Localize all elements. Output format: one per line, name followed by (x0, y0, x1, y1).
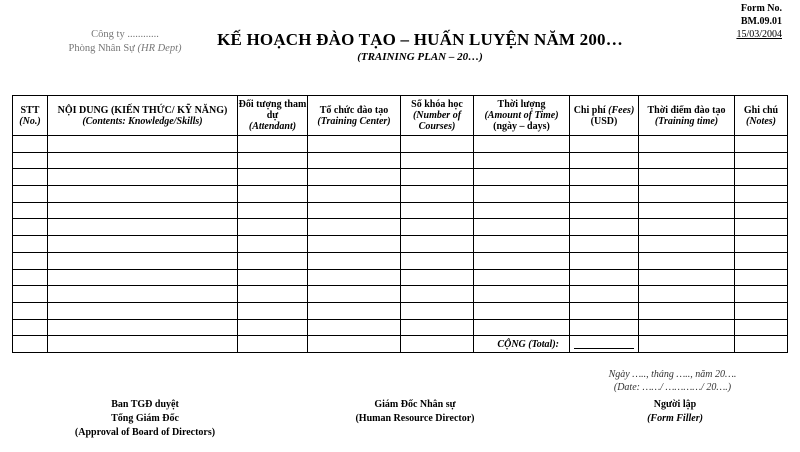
table-cell[interactable] (570, 136, 639, 153)
table-cell[interactable] (735, 269, 788, 286)
date-line-vi: Ngày ….., tháng ….., năm 20…. (608, 369, 737, 380)
table-cell[interactable] (238, 286, 308, 303)
table-row (13, 286, 788, 303)
table-cell[interactable] (474, 319, 570, 336)
table-cell[interactable] (474, 186, 570, 203)
table-cell[interactable] (735, 319, 788, 336)
table-cell[interactable] (308, 286, 401, 303)
table-cell[interactable] (13, 169, 48, 186)
table-cell[interactable] (238, 136, 308, 153)
signature-role-en: (Human Resource Director) (355, 413, 475, 424)
col-header-training-center: Tổ chức đào tạo (Training Center) (308, 96, 401, 136)
total-fees-line (574, 339, 634, 349)
table-cell[interactable] (401, 202, 474, 219)
signature-hr-director (320, 398, 510, 426)
table-cell[interactable] (570, 302, 639, 319)
table-cell[interactable] (639, 169, 735, 186)
total-cell (238, 336, 308, 353)
table-cell[interactable] (474, 136, 570, 153)
table-cell[interactable] (570, 202, 639, 219)
table-cell[interactable] (735, 202, 788, 219)
table-cell[interactable] (474, 302, 570, 319)
total-cell (308, 336, 401, 353)
table-cell[interactable] (735, 169, 788, 186)
table-cell[interactable] (308, 236, 401, 253)
table-cell[interactable] (48, 202, 238, 219)
page-title: KẾ HOẠCH ĐÀO TẠO – HUẤN LUYỆN NĂM 200… (217, 30, 623, 49)
department-name-en: (HR Dept) (137, 43, 182, 54)
table-cell[interactable] (48, 219, 238, 236)
signature-role: Tổng Giám Đốc (111, 413, 179, 424)
table-cell[interactable] (474, 236, 570, 253)
col-header-fees: Chi phí (Fees) (USD) (570, 96, 639, 136)
table-cell[interactable] (639, 186, 735, 203)
table-cell[interactable] (48, 152, 238, 169)
table-cell[interactable] (238, 202, 308, 219)
table-cell[interactable] (308, 319, 401, 336)
table-cell[interactable] (639, 236, 735, 253)
table-cell[interactable] (570, 286, 639, 303)
table-cell[interactable] (639, 219, 735, 236)
table-cell[interactable] (48, 302, 238, 319)
page-subtitle: (TRAINING PLAN – 20…) (357, 51, 483, 63)
signature-title: Người lập (653, 399, 697, 410)
col-header-notes: Ghi chú (Notes) (735, 96, 788, 136)
table-cell[interactable] (639, 302, 735, 319)
table-row (13, 219, 788, 236)
table-cell[interactable] (735, 236, 788, 253)
signature-form-filler (590, 398, 760, 426)
table-row (13, 136, 788, 153)
table-cell[interactable] (639, 269, 735, 286)
table-cell[interactable] (639, 286, 735, 303)
table-cell[interactable] (48, 252, 238, 269)
table-cell[interactable] (13, 319, 48, 336)
table-cell[interactable] (735, 286, 788, 303)
table-cell[interactable] (735, 152, 788, 169)
table-cell[interactable] (238, 269, 308, 286)
table-row (13, 269, 788, 286)
table-cell[interactable] (401, 169, 474, 186)
table-cell[interactable] (48, 186, 238, 203)
table-cell[interactable] (474, 286, 570, 303)
total-cell (13, 336, 48, 353)
table-cell[interactable] (13, 219, 48, 236)
table-cell[interactable] (401, 269, 474, 286)
signature-board-approval (40, 398, 250, 440)
table-cell[interactable] (13, 236, 48, 253)
table-cell[interactable] (48, 269, 238, 286)
table-cell[interactable] (401, 219, 474, 236)
col-header-time: Thời lượng (Amount of Time) (ngày – days) (474, 96, 570, 136)
table-cell[interactable] (48, 169, 238, 186)
date-line (560, 368, 785, 394)
table-cell[interactable] (570, 319, 639, 336)
table-cell[interactable] (401, 186, 474, 203)
table-cell[interactable] (639, 252, 735, 269)
table-cell[interactable] (13, 286, 48, 303)
table-cell[interactable] (308, 169, 401, 186)
table-cell[interactable] (474, 219, 570, 236)
table-cell[interactable] (238, 252, 308, 269)
table-cell[interactable] (308, 136, 401, 153)
table-cell[interactable] (735, 252, 788, 269)
table-cell[interactable] (639, 319, 735, 336)
table-cell[interactable] (13, 302, 48, 319)
total-cell (735, 336, 788, 353)
table-cell[interactable] (735, 219, 788, 236)
col-header-attendant: Đối tượng tham dự (Attendant) (238, 96, 308, 136)
table-cell[interactable] (308, 202, 401, 219)
table-row (13, 152, 788, 169)
signature-title: Ban TGĐ duyệt (111, 399, 179, 410)
table-cell[interactable] (13, 186, 48, 203)
table-cell[interactable] (238, 319, 308, 336)
table-cell[interactable] (308, 302, 401, 319)
table-cell[interactable] (401, 152, 474, 169)
table-cell[interactable] (401, 302, 474, 319)
table-cell[interactable] (401, 236, 474, 253)
signature-title: Giám Đốc Nhân sự (374, 399, 456, 410)
table-header-row (13, 96, 788, 136)
table-cell[interactable] (13, 269, 48, 286)
table-cell[interactable] (13, 252, 48, 269)
table-row (13, 186, 788, 203)
table-cell[interactable] (401, 286, 474, 303)
table-cell[interactable] (639, 152, 735, 169)
signature-role-en: (Form Filler) (647, 413, 703, 424)
table-cell[interactable] (238, 169, 308, 186)
table-cell[interactable] (238, 186, 308, 203)
table-cell[interactable] (474, 152, 570, 169)
total-label: CỘNG (Total): (474, 336, 570, 353)
table-row (13, 236, 788, 253)
table-cell[interactable] (238, 219, 308, 236)
table-cell[interactable] (401, 319, 474, 336)
table-cell[interactable] (474, 252, 570, 269)
table-row (13, 169, 788, 186)
table-cell[interactable] (401, 252, 474, 269)
form-number-block (736, 2, 782, 41)
col-header-contents: NỘI DUNG (KIẾN THỨC/ KỸ NĂNG) (Contents: Knowledge/Skills) (48, 96, 238, 136)
table-cell[interactable] (639, 136, 735, 153)
table-cell[interactable] (48, 236, 238, 253)
table-cell[interactable] (13, 152, 48, 169)
table-cell[interactable] (570, 186, 639, 203)
total-cell (401, 336, 474, 353)
date-line-en: (Date: ……/ …………/ 20….) (613, 382, 732, 393)
table-cell[interactable] (735, 186, 788, 203)
table-cell[interactable] (48, 136, 238, 153)
table-cell[interactable] (570, 252, 639, 269)
col-header-courses: Số khóa học (Number of Courses) (401, 96, 474, 136)
table-cell[interactable] (308, 252, 401, 269)
department-name: Phòng Nhân Sự (68, 43, 135, 54)
table-row (13, 202, 788, 219)
table-cell[interactable] (570, 152, 639, 169)
table-cell[interactable] (238, 302, 308, 319)
table-cell[interactable] (570, 269, 639, 286)
table-cell[interactable] (238, 236, 308, 253)
table-cell[interactable] (735, 302, 788, 319)
col-header-training-time: Thời điểm đào tạo (Training time) (639, 96, 735, 136)
total-fees-cell[interactable] (570, 336, 639, 353)
table-cell[interactable] (13, 202, 48, 219)
total-cell (48, 336, 238, 353)
table-row (13, 319, 788, 336)
signature-role-en: (Approval of Board of Directors) (74, 427, 216, 438)
table-cell[interactable] (639, 202, 735, 219)
table-cell[interactable] (308, 269, 401, 286)
col-header-no: STT (No.) (13, 96, 48, 136)
table-cell[interactable] (13, 136, 48, 153)
form-number-label: Form No. (740, 3, 782, 14)
table-cell[interactable] (474, 202, 570, 219)
total-row (13, 336, 788, 353)
table-cell[interactable] (48, 319, 238, 336)
table-row (13, 252, 788, 269)
form-date: 15/03/2004 (736, 29, 782, 40)
table-cell[interactable] (308, 152, 401, 169)
table-cell[interactable] (48, 286, 238, 303)
table-cell[interactable] (570, 219, 639, 236)
table-cell[interactable] (308, 186, 401, 203)
table-cell[interactable] (474, 269, 570, 286)
table-row (13, 302, 788, 319)
company-name: Công ty ............ (91, 29, 159, 40)
table-cell[interactable] (308, 219, 401, 236)
table-cell[interactable] (570, 169, 639, 186)
form-code: BM.09.01 (740, 16, 782, 27)
table-cell[interactable] (238, 152, 308, 169)
table-cell[interactable] (570, 236, 639, 253)
training-plan-table (12, 95, 788, 353)
table-cell[interactable] (735, 136, 788, 153)
total-cell (639, 336, 735, 353)
table-cell[interactable] (401, 136, 474, 153)
table-cell[interactable] (474, 169, 570, 186)
